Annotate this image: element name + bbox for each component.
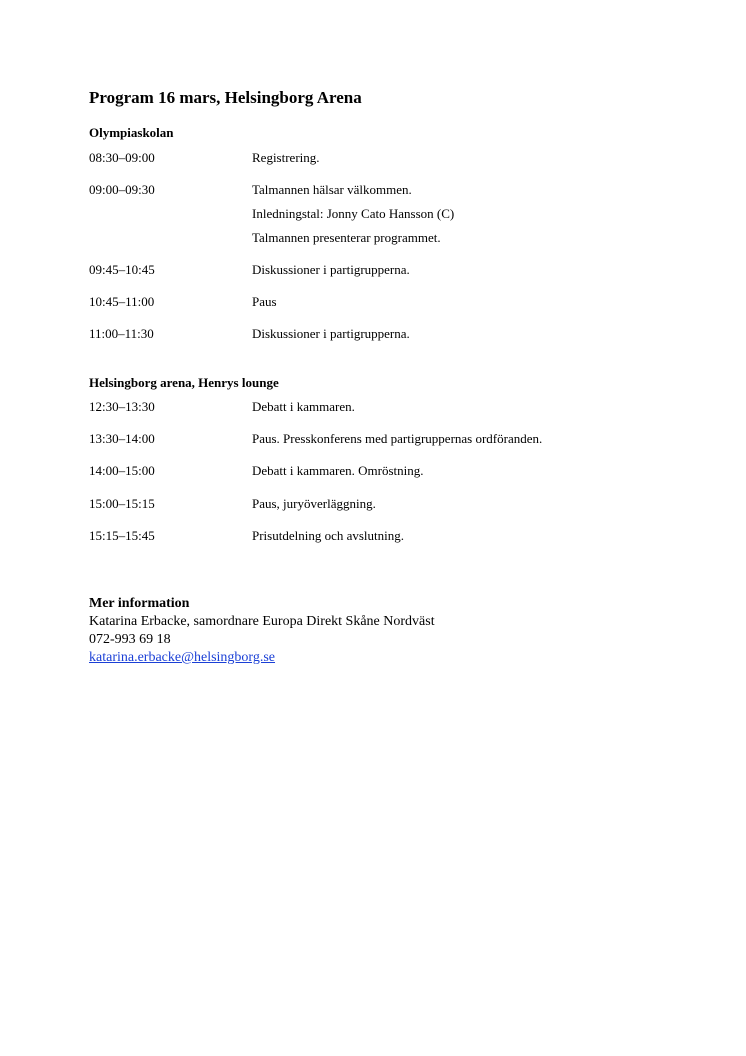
- schedule-time: 13:30–14:00: [89, 431, 155, 446]
- schedule-time: 10:45–11:00: [89, 294, 155, 309]
- schedule-time: 09:45–10:45: [89, 262, 155, 277]
- section-heading-helsingborg-arena: Helsingborg arena, Henrys lounge: [89, 375, 279, 390]
- schedule-description: [252, 399, 355, 423]
- schedule-description: [252, 262, 410, 286]
- schedule-time: 11:00–11:30: [89, 326, 154, 341]
- schedule-description-line: Paus: [252, 294, 277, 309]
- schedule-time: 14:00–15:00: [89, 463, 155, 478]
- schedule-description: [252, 431, 542, 455]
- schedule-time: 08:30–09:00: [89, 150, 155, 165]
- schedule-time: 15:00–15:15: [89, 496, 155, 511]
- schedule-description-line: Prisutdelning och avslutning.: [252, 528, 405, 543]
- contact-info: [89, 595, 435, 667]
- schedule-description: [252, 496, 376, 520]
- schedule-description: [252, 182, 454, 254]
- schedule-description-line: Diskussioner i partigrupperna.: [252, 326, 410, 341]
- document-title: Program 16 mars, Helsingborg Arena: [89, 88, 362, 107]
- schedule-description: [252, 294, 277, 318]
- schedule-description-line: Talmannen hälsar välkommen.: [252, 182, 412, 197]
- schedule-description-line: Talmannen presenterar programmet.: [252, 230, 441, 245]
- schedule-description-line: Debatt i kammaren. Omröstning.: [252, 463, 424, 478]
- schedule-time: 15:15–15:45: [89, 528, 155, 543]
- schedule-description-line: Registrering.: [252, 150, 320, 165]
- schedule-description-line: Diskussioner i partigrupperna.: [252, 262, 410, 277]
- contact-heading: Mer information: [89, 596, 190, 611]
- schedule-description: [252, 150, 320, 174]
- contact-name: Katarina Erbacke, samordnare Europa Direkt Skåne Nordväst: [89, 614, 435, 629]
- schedule-description: [252, 326, 410, 350]
- schedule-description-line: Paus, juryöverläggning.: [252, 496, 376, 511]
- contact-email-link[interactable]: katarina.erbacke@helsingborg.se: [89, 650, 276, 665]
- schedule-description: [252, 463, 424, 487]
- schedule-description: [252, 528, 404, 552]
- schedule-description-line: Paus. Presskonferens med partigruppernas ordföranden.: [252, 431, 543, 446]
- schedule-description-line: Debatt i kammaren.: [252, 399, 355, 414]
- section-heading-olympiaskolan: Olympiaskolan: [89, 125, 174, 140]
- contact-phone: 072-993 69 18: [89, 632, 171, 647]
- schedule-time: 09:00–09:30: [89, 182, 155, 197]
- schedule-description-line: Inledningstal: Jonny Cato Hansson (C): [252, 206, 455, 221]
- schedule-time: 12:30–13:30: [89, 399, 155, 414]
